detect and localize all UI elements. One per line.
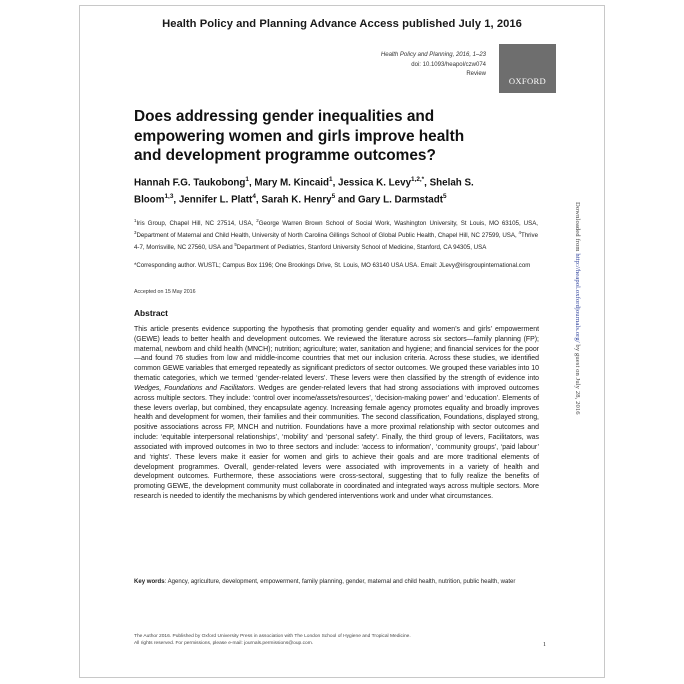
- affiliation-text: Department of Pediatrics, Stanford University School of Medicine, Stanford, CA 94305, USA: [236, 243, 487, 251]
- author-separator: and: [335, 193, 359, 205]
- article-type: Review: [466, 71, 486, 77]
- copyright-line: The Author 2016. Published by Oxford University Press in association with The London School of Hygiene and Tropical Medicine.: [134, 634, 411, 639]
- affiliation-text: George Warren Brown School of Social Work, Washington University, St Louis, MO 63105, USA,: [258, 220, 539, 228]
- affiliation-text: Department of Maternal and Child Health, University of North Carolina Gillings School of Global Public Health, Chapel Hill, NC 27599, USA,: [136, 232, 519, 239]
- author-affiliation-mark: 5: [331, 192, 336, 200]
- author-separator: ,: [332, 177, 339, 189]
- affiliation-number: 3: [134, 229, 137, 235]
- author-name: Sarah K. Henry: [261, 193, 332, 205]
- oxford-logo-text: OXFORD: [508, 75, 547, 86]
- author-affiliation-mark: 1,2,*: [411, 176, 425, 183]
- abstract-text-part-1: This article presents evidence supporting the hypothesis that promoting gender equality and women’s and girls’ empowerment (GEWE) leads to better health and development outcomes. We reviewed the literature across six sectors—family planning (FP); maternal, newborn and child health (MNCH); nutrition; agriculture; water, sanitation and hygiene; and financial services for the poor—and found 76 studies from low and middle-income countries that met our inclusion criteria. Across these studies, we identified common GEWE variables that emerged repeatedly as significant predictors of sector outcomes. We grouped these variables into 10 thematic categories, which we termed ‘gender-related levers’. These levers were then classified by the strength of evidence into: [134, 326, 539, 383]
- author-name: Gary L. Darmstadt: [358, 193, 443, 205]
- doi[interactable]: doi: 10.1093/heapol/czw074: [411, 61, 486, 68]
- keywords-label: Key words: [134, 579, 165, 585]
- affiliation-number: 4: [518, 229, 521, 235]
- article-title: Does addressing gender inequalities and empowering women and girls improve health and development programme outcomes?: [134, 108, 465, 165]
- affiliation-text: Iris Group, Chapel Hill, NC 27514, USA,: [136, 220, 257, 228]
- author-list: [134, 173, 494, 206]
- author-separator: ,: [255, 193, 262, 205]
- publication-header: Health Policy and Planning Advance Access published July 1, 2016: [162, 18, 522, 30]
- author-affiliation-mark: 1,3: [164, 192, 174, 200]
- author-name: Shelah S. Bloom: [134, 177, 474, 205]
- permissions-line: All rights reserved. For permissions, please e-mail: journals.permissions@oup.com.: [134, 641, 314, 647]
- abstract-text-italic: Wedges, Foundations and Facilitators: [134, 384, 254, 392]
- author-affiliation-mark: 1: [329, 176, 333, 183]
- author-separator: ,: [424, 177, 430, 189]
- author-name: Hannah F.G. Taukobong: [134, 177, 246, 189]
- affiliation-text: Thrive 4-7, Morrisville, NC 27560, USA and: [134, 232, 538, 251]
- corresponding-author: *Corresponding author. WUSTL; Campus Box 1196; One Brookings Drive, St. Louis, MO 63140 USA USA. Email: JLevy@irisgroupinternational.com: [134, 263, 531, 269]
- accepted-date: Accepted on 15 May 2016: [134, 289, 196, 295]
- keywords: [134, 578, 538, 587]
- affiliations: [134, 217, 538, 253]
- affiliation-number: 2: [256, 218, 259, 223]
- affiliation-number: 1: [134, 218, 137, 223]
- author-separator: ,: [173, 193, 179, 205]
- download-note-link[interactable]: http://heapol.oxfordjournals.org/: [574, 253, 581, 343]
- author-affiliation-mark: 4: [252, 192, 256, 200]
- author-name: Jennifer L. Platt: [178, 193, 253, 205]
- journal-citation: Health Policy and Planning, 2016, 1–23: [380, 52, 486, 58]
- abstract-heading: Abstract: [134, 308, 168, 318]
- author-name: Mary M. Kincaid: [254, 177, 330, 189]
- oxford-logo: [499, 44, 556, 93]
- author-name: Jessica K. Levy: [338, 177, 412, 189]
- abstract-text-part-2: . Wedges are gender-related levers that had strong associations with improved outcomes across multiple sectors. They include: ‘control over income/assets/resources’, ‘decision-making power’ and ‘education’. Elements of these levers overlap, but combined, they encapsulate agency. Increasing female agency promotes equality and broadly improves health and development for women, their families and their communities. The second classification, Foundations, displayed strong, positive associations across FP, MNCH and nutrition. Foundations have a more proximal relationship with sector outcomes and include: ‘equitable interpersonal relationships’, ‘mobility’ and ‘personal safety’. Finally, the third group of levers, Facilitators, was associated with improved outcomes in two to three sectors and include: ‘access to information’, ‘community groups’, ‘paid labour’ and ‘rights’. These levers make it easier for women and girls to achieve their goals and are more traditional elements of development programmes. Overall, gender-related levers were associated with improvements in a variety of health and development outcomes. Furthermore, these associations were cross-sectoral, suggesting that to fully realize the benefits of promoting GEWE, the development community must collaborate in coordinated and integrated ways across multiple sectors. More research is needed to identify the mechanisms by which gendered interventions work and under what circumstances.: [134, 384, 539, 501]
- copyright-footer: [134, 633, 464, 647]
- abstract-body: [134, 325, 539, 502]
- download-note-prefix: Downloaded from: [574, 202, 581, 254]
- author-affiliation-mark: 5: [442, 192, 447, 200]
- download-note-suffix: by guest on July 28, 2016: [574, 342, 581, 415]
- author-separator: ,: [248, 177, 255, 189]
- article-page: [79, 5, 605, 678]
- author-affiliation-mark: 1: [245, 176, 249, 183]
- citation-block: [381, 51, 486, 80]
- page-number: 1: [543, 642, 546, 648]
- keywords-text: : Agency, agriculture, development, empowerment, family planning, gender, maternal and child health, nutrition, public health, water: [164, 579, 516, 585]
- affiliation-number: 5: [234, 241, 237, 247]
- download-note: [574, 202, 581, 415]
